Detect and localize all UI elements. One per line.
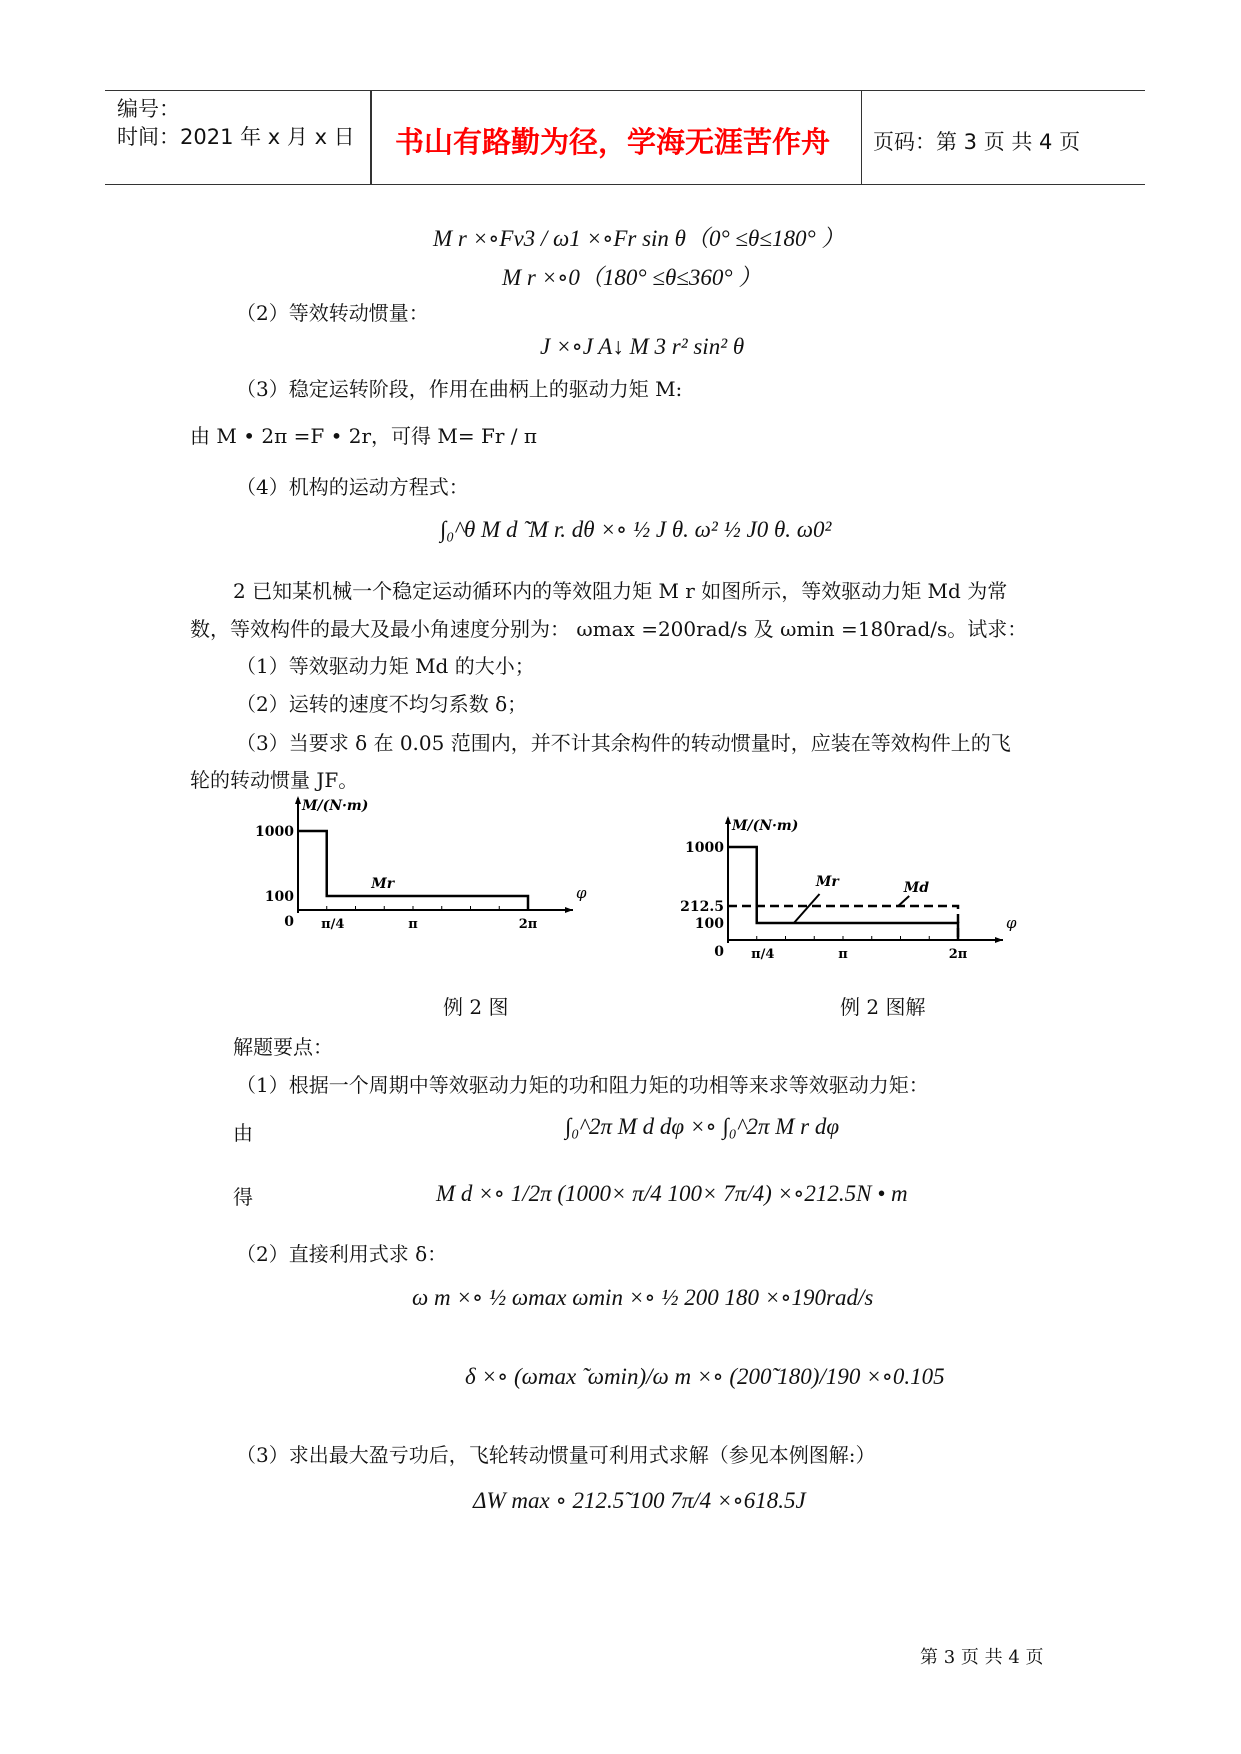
x-tick-label: π/4 — [321, 917, 345, 932]
figure-caption: 例 2 图 — [443, 995, 509, 1019]
x-tick-label: π — [838, 947, 848, 962]
text-line: （2）等效转动惯量： — [236, 301, 429, 325]
text-line: 2 已知某机械一个稳定运动循环内的等效阻力矩 M r 如图所示，等效驱动力矩 Md 为常 — [233, 579, 1008, 603]
chart-example-2-solution — [680, 810, 1017, 985]
formula: ΔW max ∘ 212.5̃ 100 7π/4 ×∘618.5J — [473, 1488, 806, 1513]
header-page-number: 页码：第 3 页 共 4 页 — [873, 130, 1081, 154]
leader-line — [898, 896, 909, 906]
header-divider — [861, 90, 862, 184]
y-tick-label: 100 — [694, 916, 724, 932]
series-mr — [298, 831, 528, 910]
y-tick-label: 0 — [284, 914, 294, 930]
text-line: （4）机构的运动方程式： — [236, 475, 469, 499]
text-line: 数，等效构件的最大及最小角速度分别为： ωmax =200rad/s 及 ωmin =180rad/s。试求： — [190, 617, 1028, 641]
text-line: 解题要点： — [233, 1035, 333, 1059]
text-line: （2）运转的速度不均匀系数 δ； — [236, 692, 528, 716]
formula: M r ×∘0（180° ≤θ≤360° ） — [502, 265, 762, 290]
series-label-mr: Mr — [815, 874, 839, 890]
x-axis-arrow — [565, 907, 573, 913]
x-tick-label: π/4 — [751, 947, 775, 962]
formula: J ×∘J A↓ M 3 r² sin² θ — [540, 334, 745, 359]
series-label-md: Md — [903, 880, 930, 896]
y-axis-label: M/(N·m) — [302, 798, 369, 814]
x-tick-label: 2π — [948, 947, 968, 962]
formula: δ ×∘ (ωmax ̃ ωmin)/ω m ×∘ (200̃ 180)/190 ×∘0.105 — [465, 1364, 945, 1389]
formula: ω m ×∘ ½ ωmax ωmin ×∘ ½ 200 180 ×∘190rad/s — [412, 1285, 874, 1310]
y-tick-label: 0 — [714, 944, 724, 960]
text-line: （3）求出最大盈亏功后，飞轮转动惯量可利用式求解（参见本例图解:） — [236, 1443, 876, 1467]
text-line: （3）稳定运转阶段，作用在曲柄上的驱动力矩 M: — [236, 377, 683, 401]
x-axis-arrow — [995, 937, 1003, 943]
formula: M d ×∘ 1/2π (1000× π/4 100× 7π/4) ×∘212.5N • m — [436, 1181, 908, 1206]
x-axis-label: φ — [576, 884, 587, 902]
y-axis-arrow — [725, 816, 731, 824]
formula: M r ×∘Fv3 / ω1 ×∘Fr sin θ（0° ≤θ≤180° ） — [433, 226, 845, 251]
doc-date: 时间：2021 年 x 月 x 日 — [117, 125, 355, 149]
page-footer: 第 3 页 共 4 页 — [920, 1647, 1044, 1668]
figure-caption: 例 2 图解 — [840, 995, 926, 1019]
chart-example-2 — [250, 790, 587, 970]
series-label-mr: Mr — [371, 876, 395, 892]
formula: ∫₀^θ M d ̃ M r. dθ ×∘ ½ J θ. ω² ½ J0 θ. ω0² — [440, 517, 832, 542]
header-bottom-rule — [105, 184, 1145, 185]
text-line: 得 — [233, 1185, 253, 1209]
formula: ∫₀^2π M d dφ ×∘ ∫₀^2π M r dφ — [565, 1114, 840, 1139]
text-line: （3）当要求 δ 在 0.05 范围内，并不计其余构件的转动惯量时，应装在等效构件上的飞 — [236, 731, 1011, 755]
y-tick-label: 100 — [264, 889, 294, 905]
y-tick-label: 212.5 — [680, 899, 724, 915]
y-tick-label: 1000 — [685, 840, 724, 856]
x-tick-label: π — [408, 917, 418, 932]
header-divider — [370, 90, 372, 184]
text-line: 由 M • 2π =F • 2r，可得 M= Fr / π — [190, 424, 537, 448]
text-line: （1）根据一个周期中等效驱动力矩的功和阻力矩的功相等来求等效驱动力矩： — [236, 1073, 929, 1097]
doc-number-label: 编号： — [117, 97, 180, 121]
text-line: 由 — [233, 1121, 253, 1145]
x-tick-label: 2π — [518, 917, 538, 932]
text-line: （1）等效驱动力矩 Md 的大小； — [236, 654, 535, 678]
header-top-rule — [105, 90, 1145, 91]
y-axis-label: M/(N·m) — [732, 818, 799, 834]
text-line: （2）直接利用式求 δ： — [236, 1242, 448, 1266]
text-line: 轮的转动惯量 JF。 — [190, 768, 359, 792]
y-tick-label: 1000 — [255, 824, 294, 840]
y-axis-arrow — [295, 796, 301, 804]
leader-line — [794, 894, 820, 923]
header-motto: 书山有路勤为径，学海无涯苦作舟 — [395, 125, 831, 159]
x-axis-label: φ — [1006, 914, 1017, 932]
